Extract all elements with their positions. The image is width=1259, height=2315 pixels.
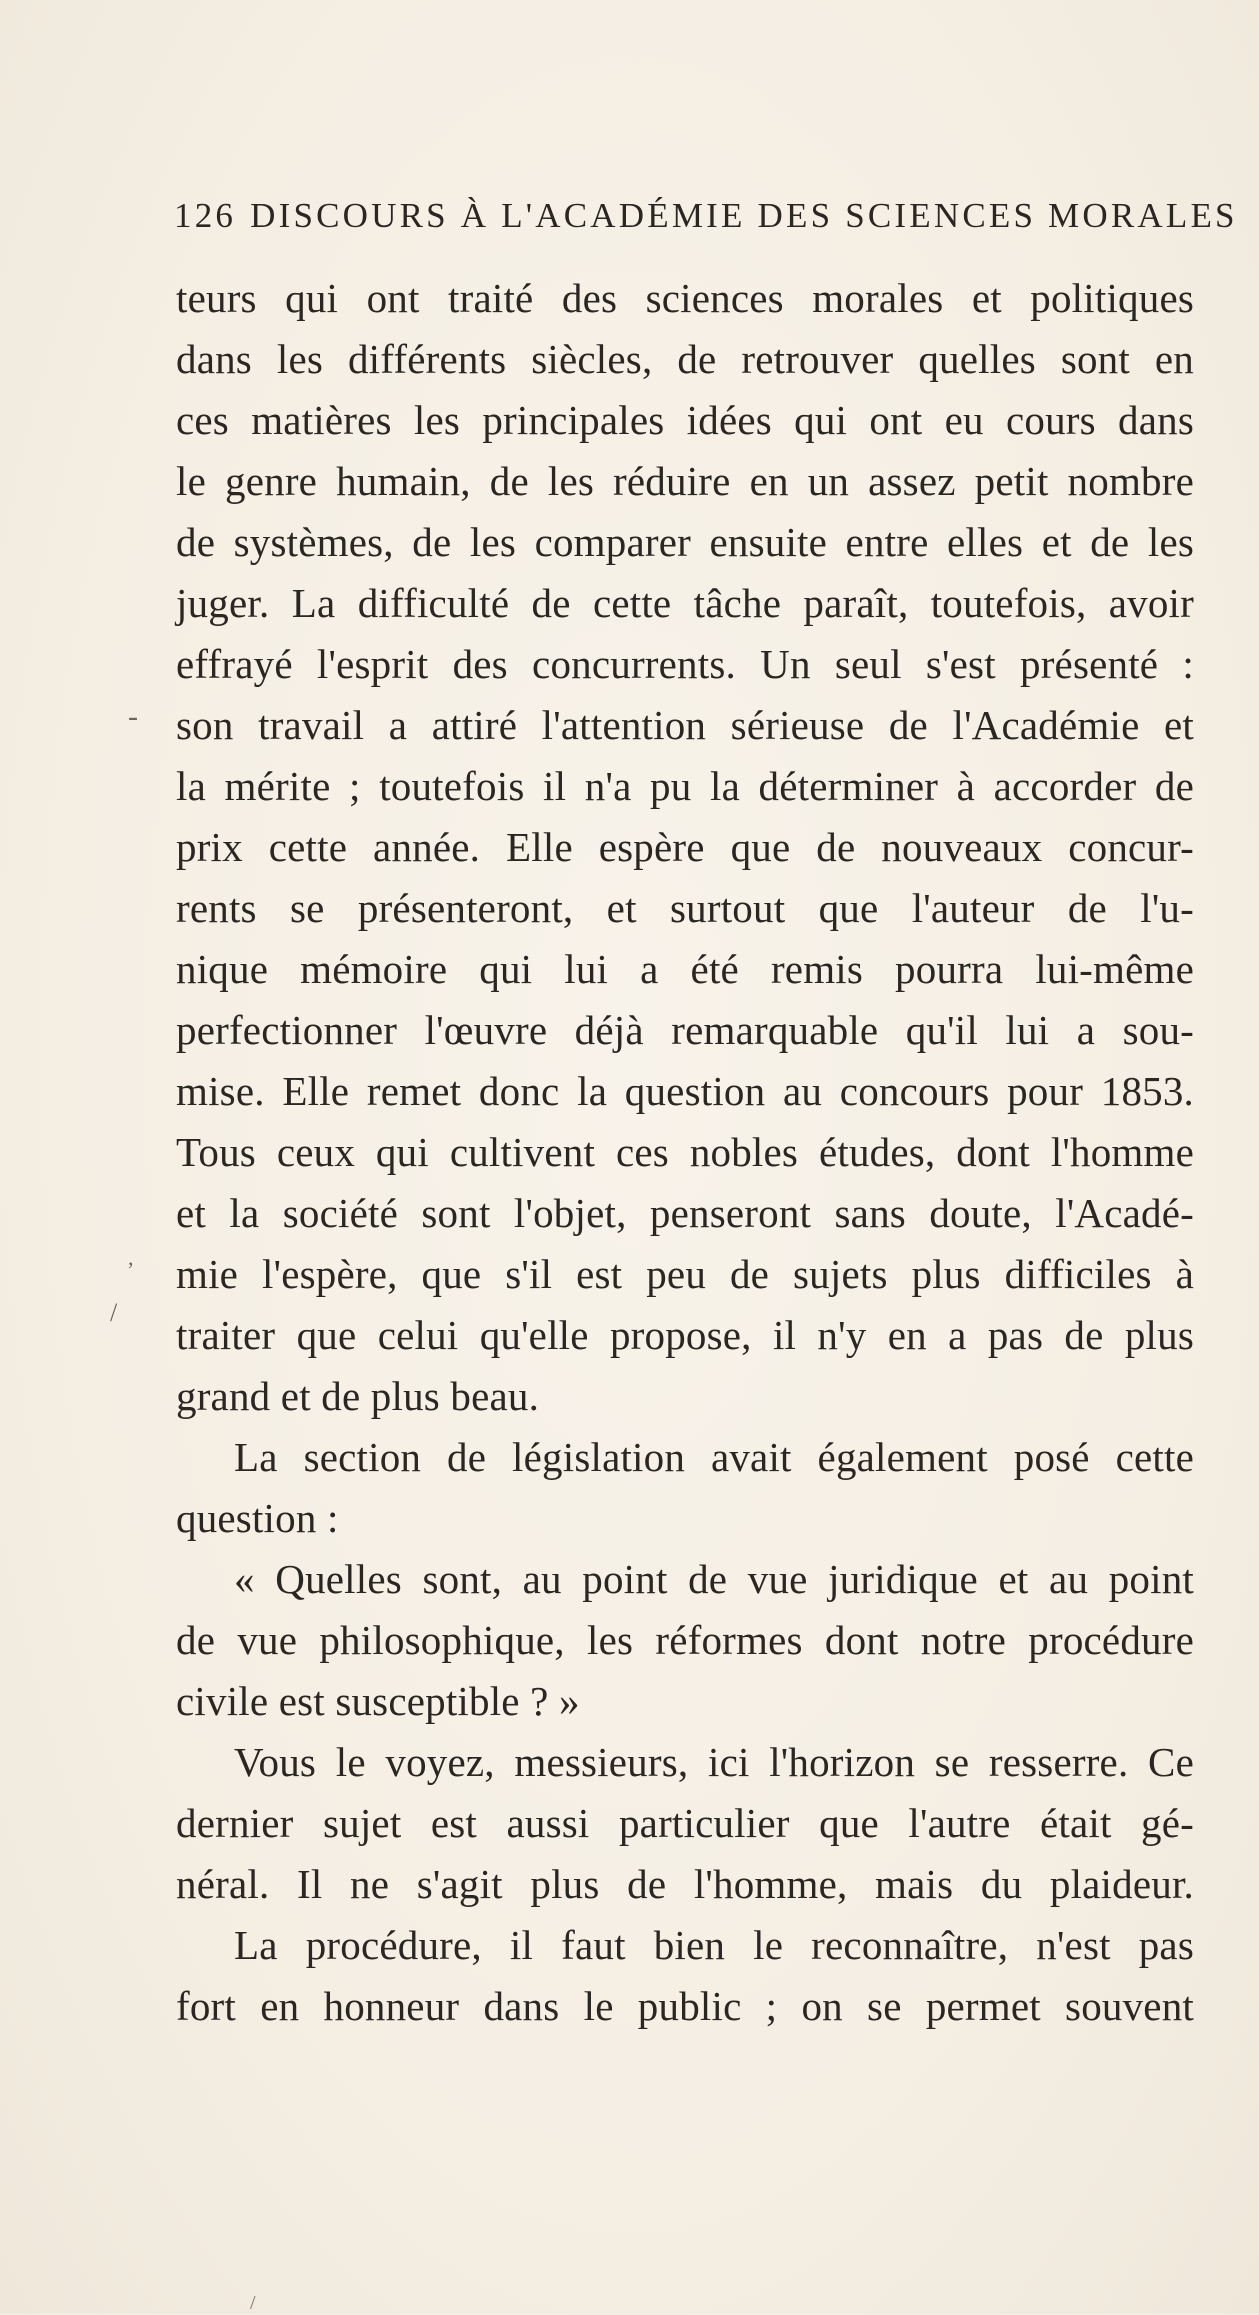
margin-dash-mark: - <box>128 700 138 733</box>
text-line: la mérite ; toutefois il n'a pu la déterminer à accorder de <box>176 763 1194 809</box>
text-line: dans les différents siècles, de retrouver quelles sont en <box>176 336 1194 382</box>
text-line: civile est susceptible ? » <box>176 1678 580 1724</box>
text-line: néral. Il ne s'agit plus de l'homme, mais du plaideur. <box>176 1861 1194 1907</box>
text-line: de systèmes, de les comparer ensuite entre elles et de les <box>176 519 1194 565</box>
text-line: perfectionner l'œuvre déjà remarquable qu'il lui a sou- <box>176 1007 1194 1053</box>
text-line: rents se présenteront, et surtout que l'auteur de l'u- <box>176 885 1194 931</box>
text-line: le genre humain, de les réduire en un assez petit nombre <box>176 458 1194 504</box>
text-line: « Quelles sont, au point de vue juridique et au point <box>234 1556 1194 1602</box>
text-line: grand et de plus beau. <box>176 1373 540 1419</box>
text-line: effrayé l'esprit des concurrents. Un seul s'est présenté : <box>176 641 1194 687</box>
bottom-ink-mark: / <box>250 2292 256 2314</box>
text-line: dernier sujet est aussi particulier que l'autre était gé- <box>176 1800 1194 1846</box>
text-line: nique mémoire qui lui a été remis pourra lui-même <box>176 946 1194 992</box>
text-line: fort en honneur dans le public ; on se permet souvent <box>176 1983 1194 2029</box>
text-line: question : <box>176 1495 339 1541</box>
text-line: La section de législation avait également posé cette <box>234 1434 1194 1480</box>
text-line: mise. Elle remet donc la question au concours pour 1853. <box>176 1068 1194 1114</box>
text-line: ces matières les principales idées qui ont eu cours dans <box>176 397 1194 443</box>
margin-comma-mark: , <box>128 1245 134 1270</box>
text-line: et la société sont l'objet, penseront sans doute, l'Acadé- <box>176 1190 1194 1236</box>
text-line: de vue philosophique, les réformes dont notre procédure <box>176 1617 1194 1663</box>
text-line: La procédure, il faut bien le reconnaître, n'est pas <box>234 1922 1194 1968</box>
text-line: traiter que celui qu'elle propose, il n'y en a pas de plus <box>176 1312 1194 1358</box>
text-line: prix cette année. Elle espère que de nouveaux concur- <box>176 824 1194 870</box>
text-line: mie l'espère, que s'il est peu de sujets plus difficiles à <box>176 1251 1194 1297</box>
text-line: teurs qui ont traité des sciences morales et politiques <box>176 275 1194 321</box>
text-line: Vous le voyez, messieurs, ici l'horizon se resserre. Ce <box>234 1739 1194 1785</box>
text-line: juger. La difficulté de cette tâche paraît, toutefois, avoir <box>176 580 1194 626</box>
running-title: DISCOURS À L'ACADÉMIE DES SCIENCES MORALES <box>250 196 1238 235</box>
text-line: Tous ceux qui cultivent ces nobles études, dont l'homme <box>176 1129 1194 1175</box>
margin-slash-mark: / <box>110 1298 118 1327</box>
running-header <box>174 196 1238 244</box>
text-line: son travail a attiré l'attention sérieuse de l'Académie et <box>176 702 1194 748</box>
page-number: 126 <box>174 196 237 235</box>
